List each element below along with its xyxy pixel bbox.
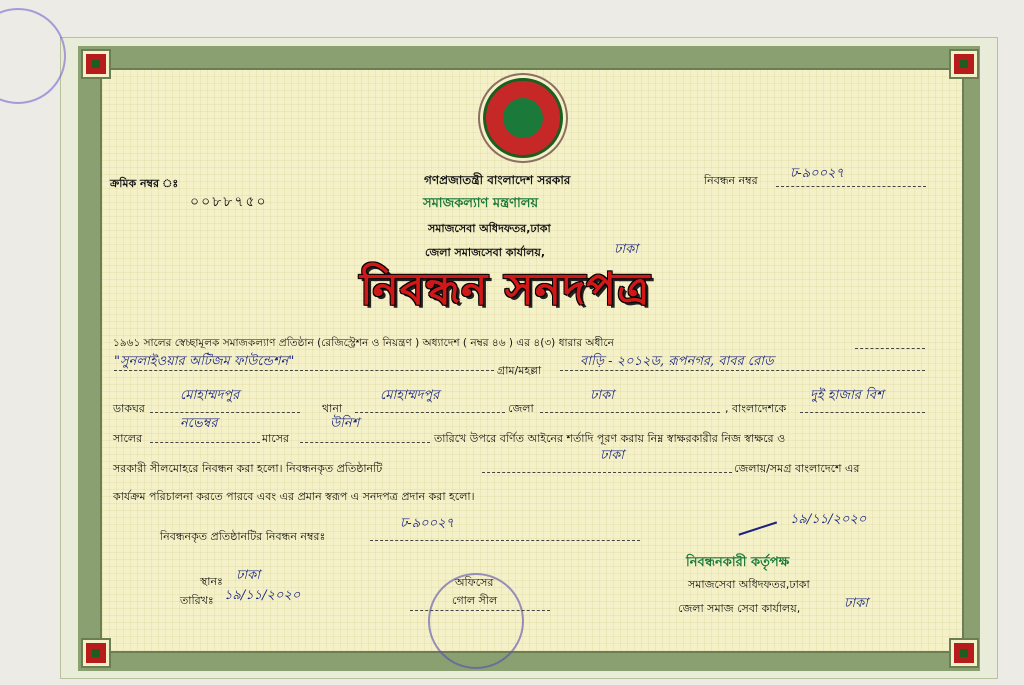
thana-label: থানা — [322, 402, 343, 415]
dotted-line — [482, 472, 732, 473]
authority-office-handwritten: ঢাকা — [844, 596, 868, 611]
ministry-name: সমাজকল্যাণ মন্ত্রণালয় — [423, 196, 539, 211]
postoffice-value: মোহাম্মদপুর — [180, 388, 240, 403]
dotted-line — [800, 412, 925, 413]
seal-label-2: গোল সীল — [452, 594, 498, 607]
district-value: ঢাকা — [590, 388, 614, 403]
place-label: স্থানঃ — [200, 575, 223, 588]
date-label: তারিখঃ — [180, 594, 214, 607]
serial-value: ০০৮৮৭৫০ — [190, 194, 268, 210]
month-value: নভেম্বর — [180, 416, 218, 431]
dotted-line — [114, 370, 494, 371]
closing-text: কার্যক্রম পরিচালনা করতে পারবে এবং এর প্রমান স্বরূপ এ সনদপত্র প্রদান করা হলো। — [113, 490, 475, 503]
year-value: দুই হাজার বিশ — [810, 388, 884, 403]
day-value: উনিশ — [330, 416, 360, 431]
dotted-line — [410, 610, 550, 611]
authority-department: সমাজসেবা অধিদফতর,ঢাকা — [688, 578, 810, 591]
month-label: মাসের — [262, 432, 290, 445]
map-emblem-icon — [503, 98, 543, 138]
village-value: বাড়ি - ২০১২ড, রূপনগর, বাবর রোড — [580, 354, 774, 369]
organization-name: "সুনলাইওয়ার অটিজম ফাউন্ডেশন" — [114, 354, 295, 369]
regno-value: ঢ-৯০০২৭ — [400, 516, 454, 531]
government-emblem — [483, 78, 563, 158]
dotted-line — [776, 186, 926, 187]
corner-ornament — [951, 640, 977, 666]
thana-value: মোহাম্মদপুর — [380, 388, 440, 403]
certificate-title: নিবন্ধন সনদপত্র — [360, 264, 651, 315]
corner-ornament — [83, 51, 109, 77]
seal-label-1: অফিসের — [455, 576, 494, 589]
date-value: ১৯/১১/২০২০ — [224, 588, 301, 603]
district-office-handwritten: ঢাকা — [614, 242, 638, 257]
government-name: গণপ্রজাতন্ত্রী বাংলাদেশ সরকার — [424, 173, 571, 187]
year-label: সালের — [113, 432, 143, 445]
bangladesh-label: , বাংলাদেশকে — [725, 402, 787, 415]
registration-value: ঢ-৯০০২৭ — [790, 166, 844, 181]
dotted-line — [150, 412, 300, 413]
serial-label: ক্রমিক নম্বর ঃ — [110, 177, 179, 190]
dotted-line — [370, 540, 640, 541]
registration-label: নিবন্ধন নম্বর — [704, 174, 758, 187]
signature-date: ১৯/১১/২০২০ — [790, 512, 867, 527]
dotted-line — [540, 412, 720, 413]
district-office: জেলা সমাজসেবা কার্যালয়, — [425, 246, 546, 259]
date-text: তারিখে উপরে বর্ণিত আইনের শর্তাদি পূরণ করায় নিম্ন স্বাক্ষরকারীর নিজ স্বাক্ষরে ও — [434, 432, 786, 445]
corner-ornament — [951, 51, 977, 77]
district-label: জেলা — [508, 402, 534, 415]
village-label: গ্রাম/মহল্লা — [497, 364, 542, 377]
scope-text: জেলায়/সমগ্র বাংলাদেশে এর — [734, 462, 860, 475]
dotted-line — [355, 412, 505, 413]
ordinance-text: ১৯৬১ সালের স্বেচ্ছামূলক সমাজকল্যাণ প্রতিষ্ঠান (রেজিস্ট্রেশন ও নিয়ন্ত্রণ ) অধ্যাদেশ ( নম্বর ৪৬ ) এর ৪(৩) ধারার অধীনে — [113, 337, 614, 349]
department-name: সমাজসেবা অধিদফতর,ঢাকা — [428, 222, 551, 235]
authority-office: জেলা সমাজ সেবা কার্যালয়, — [678, 602, 801, 615]
postoffice-label: ডাকঘর — [113, 402, 145, 415]
registration-text: সরকারী সীলমোহরে নিবন্ধন করা হলো। নিবন্ধনকৃত প্রতিষ্ঠানটি — [113, 462, 383, 475]
dotted-line — [855, 348, 925, 349]
dotted-line — [560, 370, 925, 371]
authority-title: নিবন্ধনকারী কর্তৃপক্ষ — [686, 555, 790, 570]
dotted-line — [150, 442, 260, 443]
dotted-line — [300, 442, 430, 443]
place-value: ঢাকা — [236, 568, 260, 583]
operating-district: ঢাকা — [600, 448, 624, 463]
side-stamp — [0, 8, 66, 104]
corner-ornament — [83, 640, 109, 666]
regno-label: নিবন্ধনকৃত প্রতিষ্ঠানটির নিবন্ধন নম্বরঃ — [160, 530, 326, 543]
